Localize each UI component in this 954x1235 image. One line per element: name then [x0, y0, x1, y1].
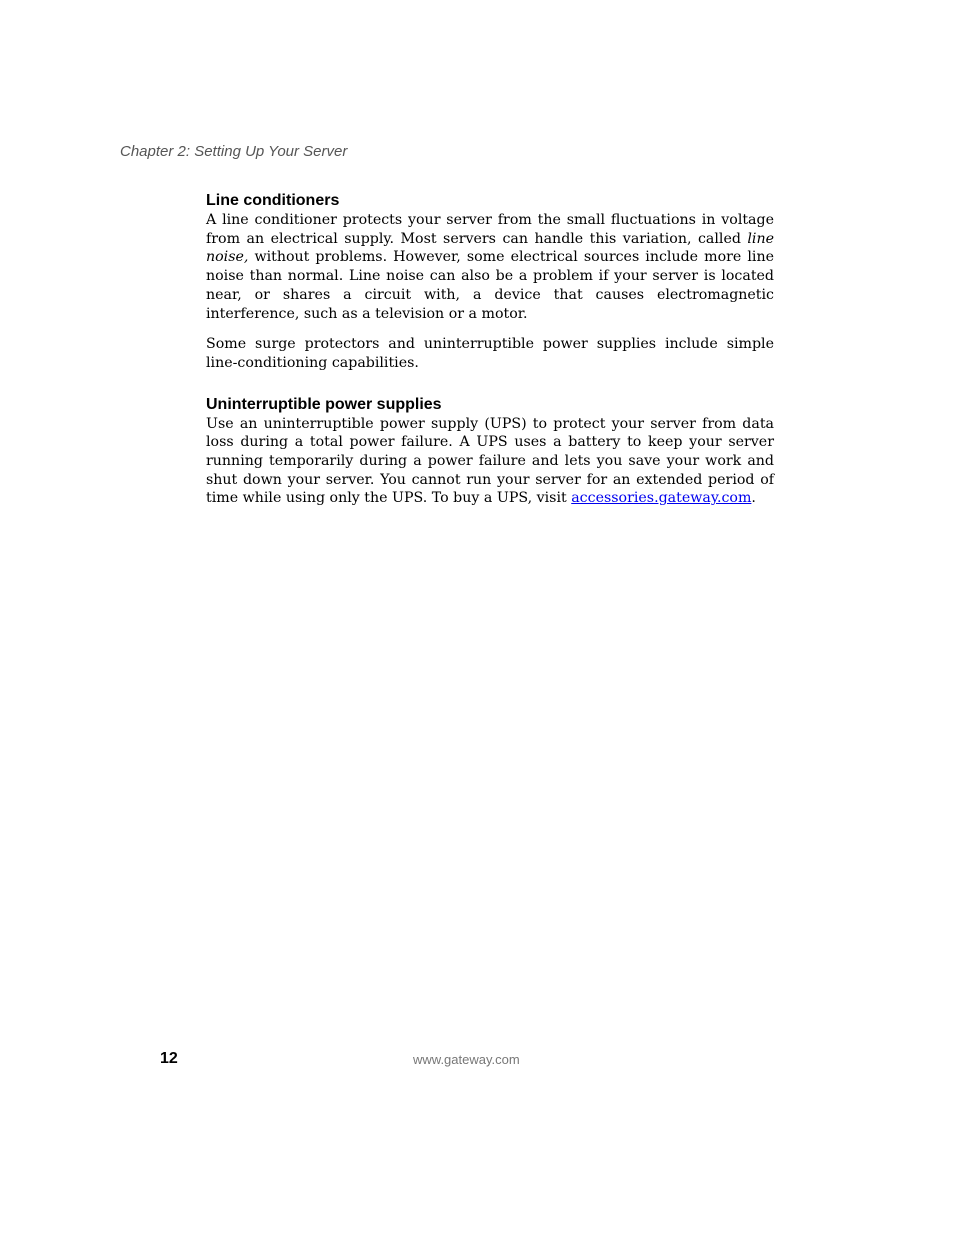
accessories-link[interactable]: accessories.gateway.com — [571, 490, 752, 507]
paragraph-text: A line conditioner protects your server from the small fluctuations in voltage from an electrical supply. Most servers can handle this variation, called — [206, 212, 774, 247]
section-heading: Line conditioners — [206, 192, 340, 209]
page-number: 12 — [160, 1050, 178, 1067]
paragraph-text: Use an uninterruptible power supply (UPS) to protect your server from data loss during a total power failure. A UPS uses a battery to keep your server running temporarily during a power failure and lets you save your work and shut down your server. You cannot run your server for an extended period of time while using only the UPS. To buy a UPS, visit — [206, 415, 774, 507]
paragraph — [206, 415, 774, 509]
paragraph: Some surge protectors and uninterruptible power supplies include simple line-conditioning capabilities. — [206, 336, 774, 371]
paragraph-text: without problems. However, some electrical sources include more line noise than normal. Line noise can also be a problem if your server is located near, or shares a circuit with, a device that causes electromagnetic interference, such as a television or a motor. — [206, 249, 774, 322]
section-heading: Uninterruptible power supplies — [206, 395, 442, 413]
chapter-header: Chapter 2: Setting Up Your Server — [120, 143, 348, 160]
page-content — [206, 191, 774, 508]
footer-url: www.gateway.com — [413, 1052, 520, 1067]
section-ups — [206, 395, 774, 509]
paragraph-text: . — [751, 490, 756, 507]
paragraph — [206, 211, 774, 323]
emphasized-term: line noise, — [206, 230, 774, 266]
section-line-conditioners — [206, 191, 774, 373]
